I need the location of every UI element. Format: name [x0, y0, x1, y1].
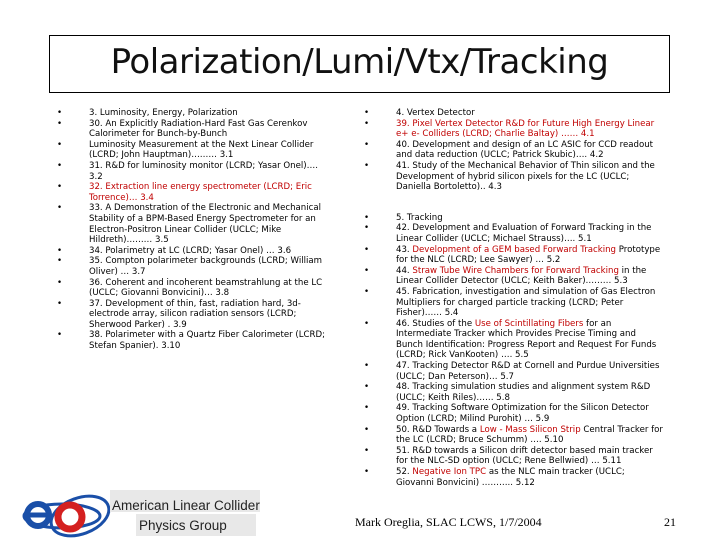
list-item	[57, 140, 327, 161]
bullet-icon: •	[364, 244, 370, 255]
list-item-text: Development of a GEM based Forward Tracking	[412, 244, 616, 255]
bullet-icon: •	[364, 382, 370, 393]
list-item-text: Prototype for the NLC (LCRD; Lee Sawyer) … 5.2	[396, 244, 661, 266]
bullet-icon: •	[57, 277, 63, 288]
list-item-text: 51. R&D towards a Silicon drift detector based main tracker for the NLC-SD option (UCLC; Rene Bellwied) … 5.11	[396, 445, 653, 467]
list-item	[364, 140, 664, 161]
list-item	[364, 223, 664, 244]
list-item	[57, 256, 327, 277]
list-item-text: 39. Pixel Vertex Detector R&D for Future High Energy Linear e+ e- Colliders (LCRD; Charlie Baltay) …… 4.1	[396, 118, 655, 140]
list-item	[57, 278, 327, 299]
list-item-text: 45. Fabrication, investigation and simulation of Gas Electron Multipliers for charged particle tracking (LCRD; Peter Fisher)…… 5.4	[396, 286, 656, 319]
list-item	[57, 108, 327, 119]
bullet-icon: •	[364, 265, 370, 276]
list-item-text: 46. Studies of the	[396, 318, 475, 329]
list-item	[364, 446, 664, 467]
org-name-line1: American Linear Collider	[112, 498, 260, 513]
org-name-line2: Physics Group	[139, 518, 227, 533]
footer-author: Mark Oreglia, SLAC LCWS, 1/7/2004	[355, 515, 542, 529]
list-item-text: 42. Development and Evaluation of Forward Tracking in the Linear Collider (UCLC; Michael Strauss)…. 5.1	[396, 223, 652, 244]
bullet-icon: •	[364, 403, 370, 414]
list-item	[57, 203, 327, 245]
list-item-text: 38. Polarimeter with a Quartz Fiber Calorimeter (LCRD; Stefan Spanier). 3.10	[89, 330, 326, 352]
bullet-icon: •	[57, 256, 63, 267]
list-item-text: 4. Vertex Detector	[396, 108, 475, 118]
list-item-text: 33. A Demonstration of the Electronic and Mechanical Stability of a BPM-Based Energy Spectrometer for an Electron-Positron Linear Collider (UCLC; Mike Hildreth)……… 3.5	[89, 203, 322, 246]
list-item	[57, 161, 327, 182]
list-item	[364, 161, 664, 193]
list-item-text: 31. R&D for luminosity monitor (LCRD; Yasar Onel)…. 3.2	[89, 160, 318, 182]
list-item	[364, 119, 664, 140]
list-item-text: Use of Scintillating Fibers	[474, 318, 584, 329]
list-item	[57, 299, 327, 331]
list-item-text: 32. Extraction line energy spectrometer (LCRD; Eric Torrence)… 3.4	[89, 182, 312, 203]
bullet-icon: •	[364, 361, 370, 372]
bullet-icon: •	[57, 330, 63, 341]
list-item-text: 30. An Explicitly Radiation-Hard Fast Gas Cerenkov Calorimeter for Bunch-by-Bunch	[89, 118, 308, 140]
list-item-text: Negative Ion TPC	[412, 467, 487, 477]
list-item-text: in the Linear Collider Detector (UCLC; Keith Baker)……… 5.3	[396, 265, 647, 287]
bullet-icon: •	[57, 160, 63, 171]
list-item	[364, 266, 664, 287]
right-column	[364, 108, 664, 488]
bullet-icon: •	[364, 108, 370, 118]
list-item-text: 49. Tracking Software Optimization for the Silicon Detector Option (LCRD; Milind Purohit) … 5.9	[396, 403, 649, 425]
list-item-text: 3. Luminosity, Energy, Polarization	[89, 108, 238, 118]
right-list	[364, 108, 664, 488]
bullet-icon: •	[364, 160, 370, 171]
list-item-text: Central Tracker for the LC (LCRD; Bruce Schumm) …. 5.10	[396, 424, 663, 446]
bullet-icon: •	[57, 139, 63, 150]
list-item-text: 44.	[396, 265, 413, 276]
list-item-text: 43.	[396, 244, 413, 255]
list-item	[364, 245, 664, 266]
bullet-icon: •	[57, 118, 63, 129]
bullet-icon: •	[57, 245, 63, 256]
list-item-text: 5. Tracking	[396, 212, 443, 223]
list-item	[364, 213, 664, 224]
list-item-text: for an Intermediate Tracker which Provides Precise Timing and Bunch Identification: Progress Report and Request For Funds (LCRD; Rick VanKooten) …. 5.5	[396, 318, 657, 361]
slide-title: Polarization/Lumi/Vtx/Tracking	[110, 42, 609, 82]
list-item-text: 40. Development and design of an LC ASIC for CCD readout and data reduction (UCLC; Patrick Skubic)…. 4.2	[396, 139, 654, 161]
left-list	[57, 108, 327, 352]
list-item	[364, 361, 664, 382]
title-box	[49, 35, 670, 93]
list-item-text: Luminosity Measurement at the Next Linear Collider (LCRD; John Hauptman)……… 3.1	[89, 139, 314, 161]
list-item-text: Straw Tube Wire Chambers for Forward Tracking	[412, 265, 619, 276]
list-item-text: 36. Coherent and incoherent beamstrahlung at the LC (UCLC; Giovanni Bonvicini)… 3.8	[89, 277, 323, 299]
list-item	[364, 108, 664, 119]
list-item-text: Low - Mass Silicon Strip	[479, 424, 581, 435]
list-item	[57, 330, 327, 351]
bullet-icon: •	[364, 424, 370, 435]
list-item-text: as the NLC main tracker (UCLC; Giovanni Bonvicini) ……….. 5.12	[396, 467, 625, 488]
bullet-icon: •	[364, 223, 370, 234]
list-item	[364, 425, 664, 446]
list-item	[364, 319, 664, 361]
list-item-text: 47. Tracking Detector R&D at Cornell and Purdue Universities (UCLC; Dan Peterson)… 5.7	[396, 361, 660, 382]
list-item-text: 34. Polarimetry at LC (LCRD; Yasar Onel) … 3.6	[89, 245, 292, 256]
bullet-icon: •	[364, 212, 370, 223]
bullet-icon: •	[364, 118, 370, 129]
list-item-text: 52.	[396, 467, 413, 477]
list-item	[57, 182, 327, 203]
list-item	[364, 467, 664, 488]
bullet-icon: •	[364, 467, 370, 477]
list-item	[364, 382, 664, 403]
bullet-icon: •	[364, 445, 370, 456]
list-item	[57, 246, 327, 257]
list-item	[364, 287, 664, 319]
page-number: 21	[664, 515, 676, 529]
list-item-text: 48. Tracking simulation studies and alignment system R&D (UCLC; Keith Riles)…… 5.8	[396, 382, 651, 403]
list-item	[364, 403, 664, 424]
left-column	[57, 108, 327, 352]
bullet-icon: •	[364, 318, 370, 329]
list-item-text: 37. Development of thin, fast, radiation hard, 3d-electrode array, silicon radiation sensors (LCRD; Sherwood Parker) . 3.9	[89, 298, 301, 330]
bullet-icon: •	[364, 286, 370, 297]
list-item-text: 35. Compton polarimeter backgrounds (LCRD; William Oliver) … 3.7	[89, 256, 323, 277]
list-item-text: 41. Study of the Mechanical Behavior of Thin silicon and the Development of hybrid silicon pixels for the LC (UCLC; Daniella Bortoletto).. 4.3	[396, 160, 655, 193]
bullet-icon: •	[57, 298, 63, 309]
list-item	[57, 119, 327, 140]
list-item-text: 50. R&D Towards a	[396, 424, 480, 435]
bullet-icon: •	[57, 108, 63, 118]
bullet-icon: •	[57, 203, 63, 214]
bullet-icon: •	[57, 182, 63, 193]
bullet-icon: •	[364, 139, 370, 150]
